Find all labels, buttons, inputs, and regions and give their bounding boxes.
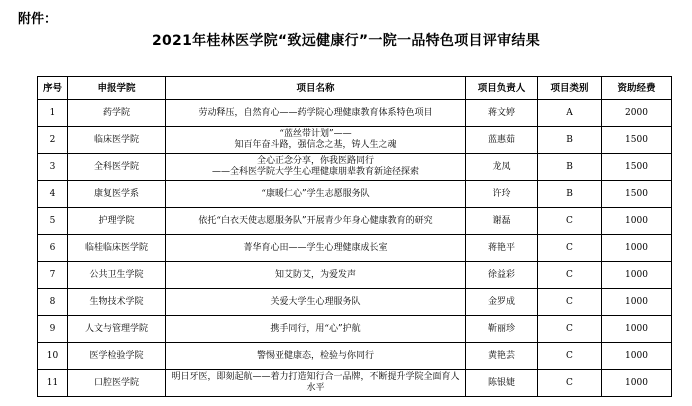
project-name-line: 依托“白衣天使志愿服务队”开展青少年身心健康教育的研究 — [198, 215, 433, 226]
project-name-line: 警惕亚健康态，检验与你同行 — [256, 350, 374, 361]
cell-leader: 龙凤 — [466, 154, 538, 181]
cell-no: 3 — [38, 154, 68, 181]
cell-no: 11 — [38, 370, 68, 397]
cell-no: 4 — [38, 181, 68, 208]
cell-project — [166, 235, 466, 262]
cell-funding: 1000 — [602, 235, 672, 262]
cell-project — [166, 316, 466, 343]
table-row — [38, 370, 672, 397]
cell-category: B — [538, 154, 602, 181]
cell-project — [166, 127, 466, 154]
cell-no: 9 — [38, 316, 68, 343]
cell-project — [166, 343, 466, 370]
cell-funding: 1000 — [602, 289, 672, 316]
cell-funding: 1500 — [602, 127, 672, 154]
table-row — [38, 289, 672, 316]
cell-category: A — [538, 100, 602, 127]
project-name-line: ——全科医学院大学生心理健康朋辈教育新途径探索 — [211, 167, 419, 177]
project-name-line: 菁华育心田——学生心理健康成长室 — [243, 242, 388, 253]
cell-college: 公共卫生学院 — [68, 262, 166, 289]
col-header-leader: 项目负责人 — [466, 77, 538, 100]
project-name-line: “康暖仁心”学生志愿服务队 — [261, 188, 370, 199]
cell-funding: 1500 — [602, 181, 672, 208]
cell-leader: 徐益彩 — [466, 262, 538, 289]
cell-category: C — [538, 343, 602, 370]
cell-leader: 谢磊 — [466, 208, 538, 235]
cell-college: 临桂临床医学院 — [68, 235, 166, 262]
project-name-line: 劳动释压，自然育心——药学院心理健康教育体系特色项目 — [198, 107, 433, 118]
cell-college: 口腔医学院 — [68, 370, 166, 397]
cell-leader: 蒋艳平 — [466, 235, 538, 262]
cell-no: 8 — [38, 289, 68, 316]
table-header-row — [38, 77, 672, 100]
cell-no: 7 — [38, 262, 68, 289]
cell-category: C — [538, 316, 602, 343]
project-name-line: 携手同行，用“心”护航 — [270, 323, 361, 334]
cell-project — [166, 262, 466, 289]
cell-leader: 蓝惠茹 — [466, 127, 538, 154]
cell-category: C — [538, 235, 602, 262]
project-name-line: 知艾防艾，为爱发声 — [274, 269, 356, 280]
table-row — [38, 235, 672, 262]
cell-college: 全科医学院 — [68, 154, 166, 181]
cell-college: 康复医学系 — [68, 181, 166, 208]
document-title: 2021年桂林医学院“致远健康行”一院一品特色项目评审结果 — [151, 33, 541, 49]
cell-funding: 1000 — [602, 208, 672, 235]
col-header-funding: 资助经费 — [602, 77, 672, 100]
cell-college: 临床医学院 — [68, 127, 166, 154]
cell-category: B — [538, 127, 602, 154]
cell-funding: 1500 — [602, 154, 672, 181]
cell-college: 人文与管理学院 — [68, 316, 166, 343]
attachment-label: 附件： — [18, 12, 58, 27]
project-name-line: 水平 — [306, 383, 325, 393]
cell-leader: 蒋文婷 — [466, 100, 538, 127]
table-row — [38, 262, 672, 289]
col-header-no: 序号 — [38, 77, 68, 100]
results-table — [37, 76, 672, 397]
cell-project — [166, 370, 466, 397]
cell-college: 医学检验学院 — [68, 343, 166, 370]
cell-project — [166, 289, 466, 316]
cell-category: C — [538, 289, 602, 316]
cell-category: B — [538, 181, 602, 208]
table-row — [38, 208, 672, 235]
cell-project — [166, 154, 466, 181]
cell-project — [166, 181, 466, 208]
project-name-line: “蓝丝带计划”—— — [279, 129, 352, 139]
cell-leader: 陈银婕 — [466, 370, 538, 397]
cell-category: C — [538, 262, 602, 289]
cell-college: 药学院 — [68, 100, 166, 127]
project-name-line: 知百年奋斗路，强信念之基，铸人生之魂 — [234, 140, 397, 150]
table-row — [38, 316, 672, 343]
table-row — [38, 154, 672, 181]
table-row — [38, 100, 672, 127]
cell-no: 5 — [38, 208, 68, 235]
cell-no: 6 — [38, 235, 68, 262]
cell-funding: 1000 — [602, 262, 672, 289]
cell-project — [166, 208, 466, 235]
cell-funding: 2000 — [602, 100, 672, 127]
cell-leader: 许玲 — [466, 181, 538, 208]
cell-funding: 1000 — [602, 316, 672, 343]
cell-category: C — [538, 370, 602, 397]
col-header-college: 申报学院 — [68, 77, 166, 100]
col-header-project: 项目名称 — [166, 77, 466, 100]
cell-category: C — [538, 208, 602, 235]
cell-no: 10 — [38, 343, 68, 370]
cell-college: 护理学院 — [68, 208, 166, 235]
table-row — [38, 181, 672, 208]
cell-no: 1 — [38, 100, 68, 127]
project-name-line: 全心正念分享，你我医路同行 — [256, 156, 374, 166]
project-name-line: 关爱大学生心理服务队 — [270, 296, 361, 307]
col-header-category: 项目类别 — [538, 77, 602, 100]
cell-funding: 1000 — [602, 370, 672, 397]
cell-leader: 金罗成 — [466, 289, 538, 316]
cell-no: 2 — [38, 127, 68, 154]
cell-college: 生物技术学院 — [68, 289, 166, 316]
cell-project — [166, 100, 466, 127]
table-row — [38, 343, 672, 370]
table-body — [38, 100, 672, 397]
project-name-line: 明日牙医，即刻起航——着力打造知行合一品牌，不断提升学院全面育人 — [171, 372, 460, 382]
cell-leader: 黄艳芸 — [466, 343, 538, 370]
table-row — [38, 127, 672, 154]
cell-leader: 靳丽珍 — [466, 316, 538, 343]
cell-funding: 1000 — [602, 343, 672, 370]
